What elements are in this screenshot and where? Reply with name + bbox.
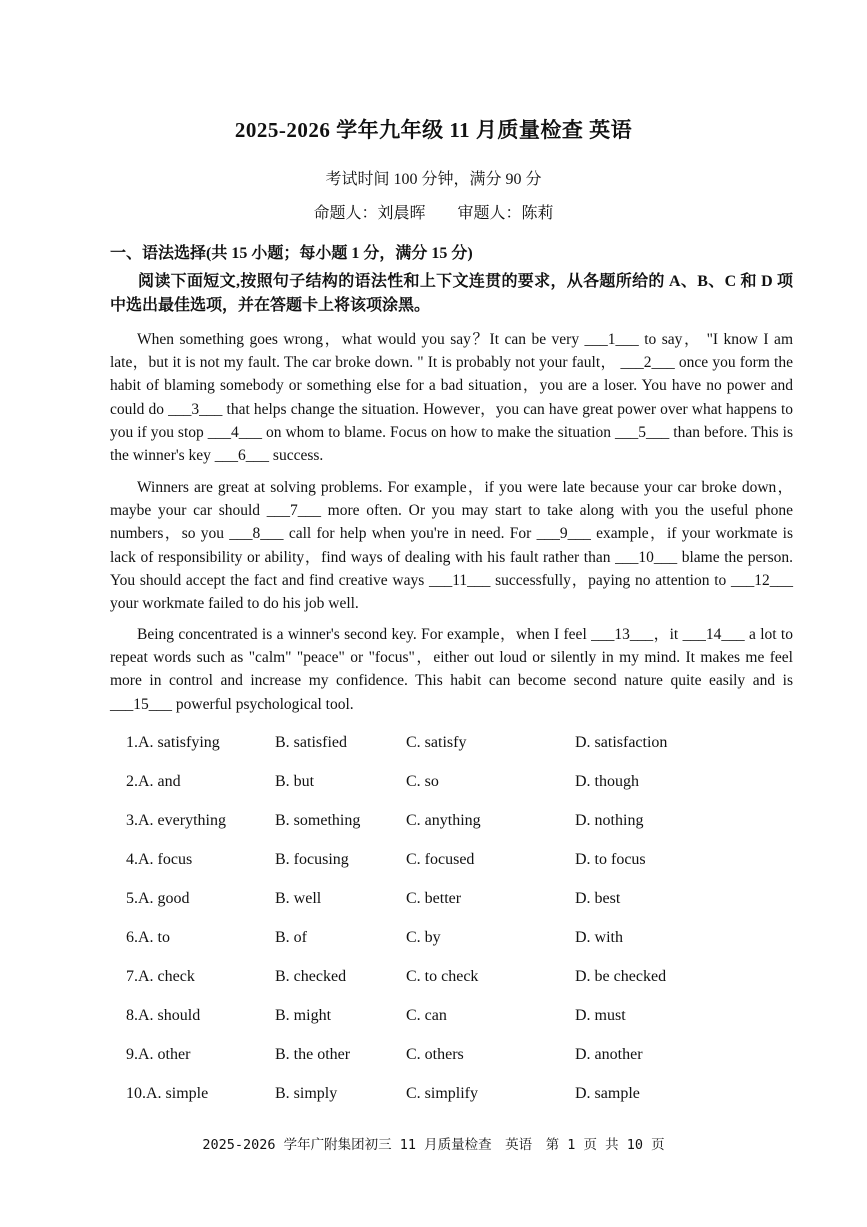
option-a: 2.A. and — [126, 773, 181, 790]
option-a: 7.A. check — [126, 968, 195, 985]
option-c: C. by — [406, 929, 441, 946]
exam-title: 2025-2026 学年九年级 11 月质量检查 英语 — [234, 118, 633, 142]
option-row — [126, 890, 826, 929]
option-row — [126, 773, 826, 812]
section-instruction: 阅读下面短文,按照句子结构的语法性和上下文连贯的要求，从各题所给的 A、B、C 和 D 项中选出最佳选项，并在答题卡上将该项涂黑。 — [110, 273, 793, 314]
option-b: B. of — [275, 929, 307, 946]
option-b: B. satisfied — [275, 734, 347, 751]
option-b: B. might — [275, 1007, 332, 1024]
option-b: B. the other — [275, 1046, 351, 1063]
option-d: D. sample — [575, 1085, 640, 1102]
option-a: 6.A. to — [126, 929, 170, 946]
option-a: 3.A. everything — [126, 812, 226, 829]
option-b: B. something — [275, 812, 361, 829]
option-a: 8.A. should — [126, 1007, 201, 1024]
options-list — [126, 734, 826, 1124]
option-a: 9.A. other — [126, 1046, 191, 1063]
option-d: D. nothing — [575, 812, 644, 829]
option-row — [126, 851, 826, 890]
option-row — [126, 1007, 826, 1046]
option-d: D. though — [575, 773, 639, 790]
passage-paragraph: Winners are great at solving problems. For example，if you were late because your car broke down，maybe your car should ___7___ more often. Or you may start to take along with you the useful phone numbers，so you ___8___ call for help when you're in need. For ___9___ example，if your workmate is lack of responsibility or ability，find ways of dealing with his fault rather than ___10___ blame the person. You should accept the fact and find creative ways ___11___ successfully，paying no attention to ___12___ your workmate failed to do his job well. — [110, 479, 793, 613]
option-b: B. well — [275, 890, 322, 907]
option-b: B. simply — [275, 1085, 338, 1102]
option-row — [126, 1046, 826, 1085]
option-row — [126, 968, 826, 1007]
exam-time-info: 考试时间 100 分钟，满分 90 分 — [325, 171, 542, 188]
option-c: C. better — [406, 890, 462, 907]
option-row — [126, 1085, 826, 1124]
option-a: 5.A. good — [126, 890, 190, 907]
option-b: B. but — [275, 773, 315, 790]
option-b: B. checked — [275, 968, 347, 985]
option-c: C. others — [406, 1046, 464, 1063]
option-a: 1.A. satisfying — [126, 734, 220, 751]
option-c: C. to check — [406, 968, 479, 985]
option-c: C. anything — [406, 812, 481, 829]
option-row — [126, 734, 826, 773]
option-d: D. be checked — [575, 968, 667, 985]
option-d: D. must — [575, 1007, 626, 1024]
exam-authors: 命题人：刘晨晖 审题人：陈莉 — [313, 205, 554, 222]
option-d: D. with — [575, 929, 623, 946]
option-d: D. to focus — [575, 851, 646, 868]
option-a: 4.A. focus — [126, 851, 193, 868]
passage-paragraph: Being concentrated is a winner's second key. For example，when I feel ___13___，it ___14___ a lot to repeat words such as "calm" "peace" or "focus"，either out loud or silently in my mind. It makes me feel more in control and increase my confidence. This habit can become second nature quite easily and is ___15___ powerful psychological tool. — [110, 626, 793, 713]
section-heading: 一、语法选择(共 15 小题；每小题 1 分，满分 15 分) — [110, 245, 473, 262]
option-d: D. another — [575, 1046, 643, 1063]
option-row — [126, 812, 826, 851]
option-c: C. simplify — [406, 1085, 479, 1102]
option-c: C. can — [406, 1007, 447, 1024]
option-b: B. focusing — [275, 851, 349, 868]
option-c: C. focused — [406, 851, 475, 868]
option-a: 10.A. simple — [126, 1085, 209, 1102]
passage-paragraph: When something goes wrong，what would you say？It can be very ___1___ to say， "I know I am late，but it is not my fault. The car broke down. " It is probably not your fault， ___2___ once you form the habit of blaming somebody or something else for a bad situation，you are a loser. You have no power and could do ___3___ that helps change the situation. However，you can have great power over what happens to you if you stop ___4___ on whom to blame. Focus on how to make the situation ___5___ than before. This is the winner's key ___6___ success. — [110, 331, 793, 465]
option-c: C. so — [406, 773, 439, 790]
option-row — [126, 929, 826, 968]
page-footer: 2025-2026 学年广附集团初三 11 月质量检查 英语 第 1 页 共 10 页 — [202, 1137, 665, 1153]
option-c: C. satisfy — [406, 734, 467, 751]
option-d: D. satisfaction — [575, 734, 668, 751]
option-d: D. best — [575, 890, 621, 907]
